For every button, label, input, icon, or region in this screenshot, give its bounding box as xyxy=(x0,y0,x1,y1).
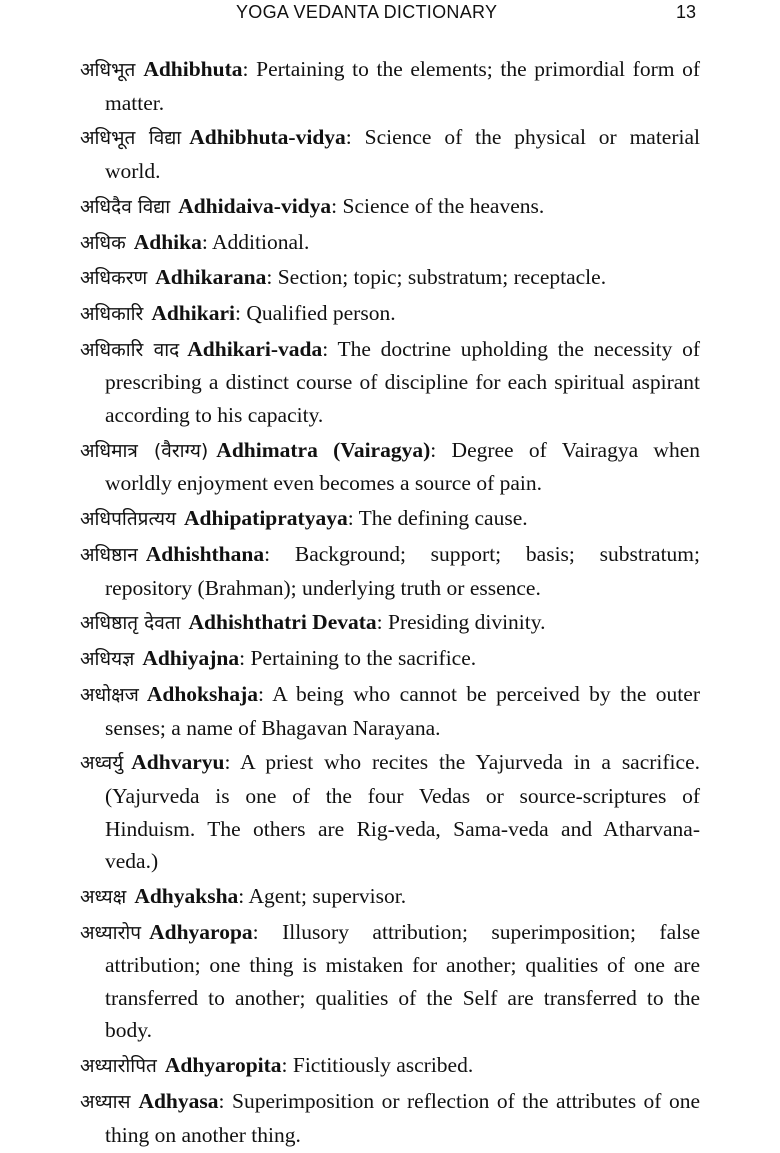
entry-term: Adhidaiva-vidya xyxy=(178,193,332,218)
dictionary-entry xyxy=(80,261,700,295)
entry-term: Adhiyajna xyxy=(142,646,240,671)
dictionary-entry xyxy=(80,606,700,640)
devanagari-word: अध्वर्यु xyxy=(80,752,124,775)
entry-definition: : Background; support; basis; substratum; repository (Brahman); underlying truth or essence. xyxy=(105,542,700,600)
entry-definition: : The defining cause. xyxy=(347,506,528,531)
dictionary-entry xyxy=(80,297,700,331)
entry-term: Adhyaropa xyxy=(149,919,253,944)
entry-definition: : Degree of Vairagya when worldly enjoyment even becomes a source of pain. xyxy=(105,437,700,496)
entry-term: Adhvaryu xyxy=(131,750,225,775)
entry-definition: : The doctrine upholding the necessity of prescribing a distinct course of discipline for each spiritual aspirant according to his capacity. xyxy=(105,336,700,428)
entry-term: Adhyasa xyxy=(138,1089,219,1113)
dictionary-entry xyxy=(80,880,700,914)
devanagari-word: अधिकारि वाद xyxy=(80,338,180,361)
entry-term: Adhikarana xyxy=(155,265,267,290)
entry-term: Adhishthana xyxy=(145,542,265,566)
entry-definition: : Agent; supervisor. xyxy=(238,883,407,908)
devanagari-word: अधियज्ञ xyxy=(80,648,135,671)
dictionary-entry xyxy=(80,53,700,119)
devanagari-word: अधिदैव विद्या xyxy=(80,195,171,218)
entry-definition: : Science of the heavens. xyxy=(331,193,545,218)
entry-term: Adhikari-vada xyxy=(187,336,323,361)
entry-definition: : Qualified person. xyxy=(234,301,396,326)
entry-definition: : A being who cannot be perceived by the outer senses; a name of Bhagavan Narayana. xyxy=(105,681,700,740)
devanagari-word: अधोक्षज xyxy=(80,683,139,706)
entry-term: Adhibhuta xyxy=(143,57,243,81)
devanagari-word: अधिभूत xyxy=(80,59,136,81)
running-header xyxy=(0,0,780,26)
devanagari-word: अध्यास xyxy=(80,1091,131,1113)
devanagari-word: अधिष्ठान xyxy=(80,544,138,566)
entry-term: Adhyaropita xyxy=(164,1053,282,1078)
entry-definition: : Pertaining to the sacrifice. xyxy=(239,646,477,671)
entry-term: Adhishthatri Devata xyxy=(188,610,377,635)
entry-term: Adhipatipratyaya xyxy=(184,506,348,531)
entry-term: Adhokshaja xyxy=(146,681,258,706)
dictionary-entries xyxy=(80,53,700,1153)
devanagari-word: अधिक xyxy=(80,231,126,254)
devanagari-word: अध्यारोपित xyxy=(80,1055,157,1078)
entry-definition: : Fictitiously ascribed. xyxy=(281,1053,474,1078)
dictionary-entry xyxy=(80,538,700,604)
entry-definition: : Illusory attribution; superimposition; false attribution; one thing is mistaken for another; qualities of one are transferred to another; qualities of the Self are transferred to the body. xyxy=(105,919,700,1043)
entry-term: Adhibhuta-vidya xyxy=(189,125,346,150)
entry-term: Adhyaksha xyxy=(134,883,239,908)
devanagari-word: अधिपतिप्रत्यय xyxy=(80,508,177,531)
entry-definition: : Science of the physical or material world. xyxy=(105,125,700,183)
devanagari-word: अधिष्ठातृ देवता xyxy=(80,612,181,635)
entry-term: Adhikari xyxy=(151,301,235,326)
dictionary-entry xyxy=(80,333,700,432)
dictionary-entry xyxy=(80,226,700,260)
dictionary-entry xyxy=(80,746,700,877)
entry-term: Adhimatra (Vairagya) xyxy=(216,437,431,462)
dictionary-entry xyxy=(80,642,700,676)
devanagari-word: अधिकारि xyxy=(80,303,144,326)
devanagari-word: अधिमात्र (वैराग्य) xyxy=(80,439,209,462)
dictionary-entry xyxy=(80,1049,700,1083)
dictionary-entry xyxy=(80,916,700,1047)
entry-term: Adhika xyxy=(133,229,202,254)
devanagari-word: अध्यक्ष xyxy=(80,885,127,908)
dictionary-entry xyxy=(80,434,700,500)
devanagari-word: अधिभूत विद्या xyxy=(80,127,182,150)
dictionary-entry xyxy=(80,1085,700,1151)
entry-definition: : Additional. xyxy=(201,229,310,254)
dictionary-entry xyxy=(80,121,700,187)
entry-definition: : Section; topic; substratum; receptacle. xyxy=(266,265,607,290)
entry-definition: : Superimposition or reflection of the attributes of one thing on another thing. xyxy=(105,1089,700,1147)
entry-definition: : Presiding divinity. xyxy=(376,610,546,635)
entry-definition: : Pertaining to the elements; the primordial form of matter. xyxy=(105,57,700,115)
page-number: 13 xyxy=(676,2,697,22)
dictionary-entry xyxy=(80,678,700,744)
devanagari-word: अधिकरण xyxy=(80,267,148,290)
dictionary-entry xyxy=(80,190,700,224)
dictionary-entry xyxy=(80,502,700,536)
devanagari-word: अध्यारोप xyxy=(80,921,142,944)
header-title: YOGA VEDANTA DICTIONARY xyxy=(236,2,498,22)
entry-definition: : A priest who recites the Yajurveda in a sacrifice. (Yajurveda is one of the four Vedas or source-scriptures of Hinduism. The others are Rig-veda, Sama-veda and Atharvana-veda.) xyxy=(105,750,700,874)
